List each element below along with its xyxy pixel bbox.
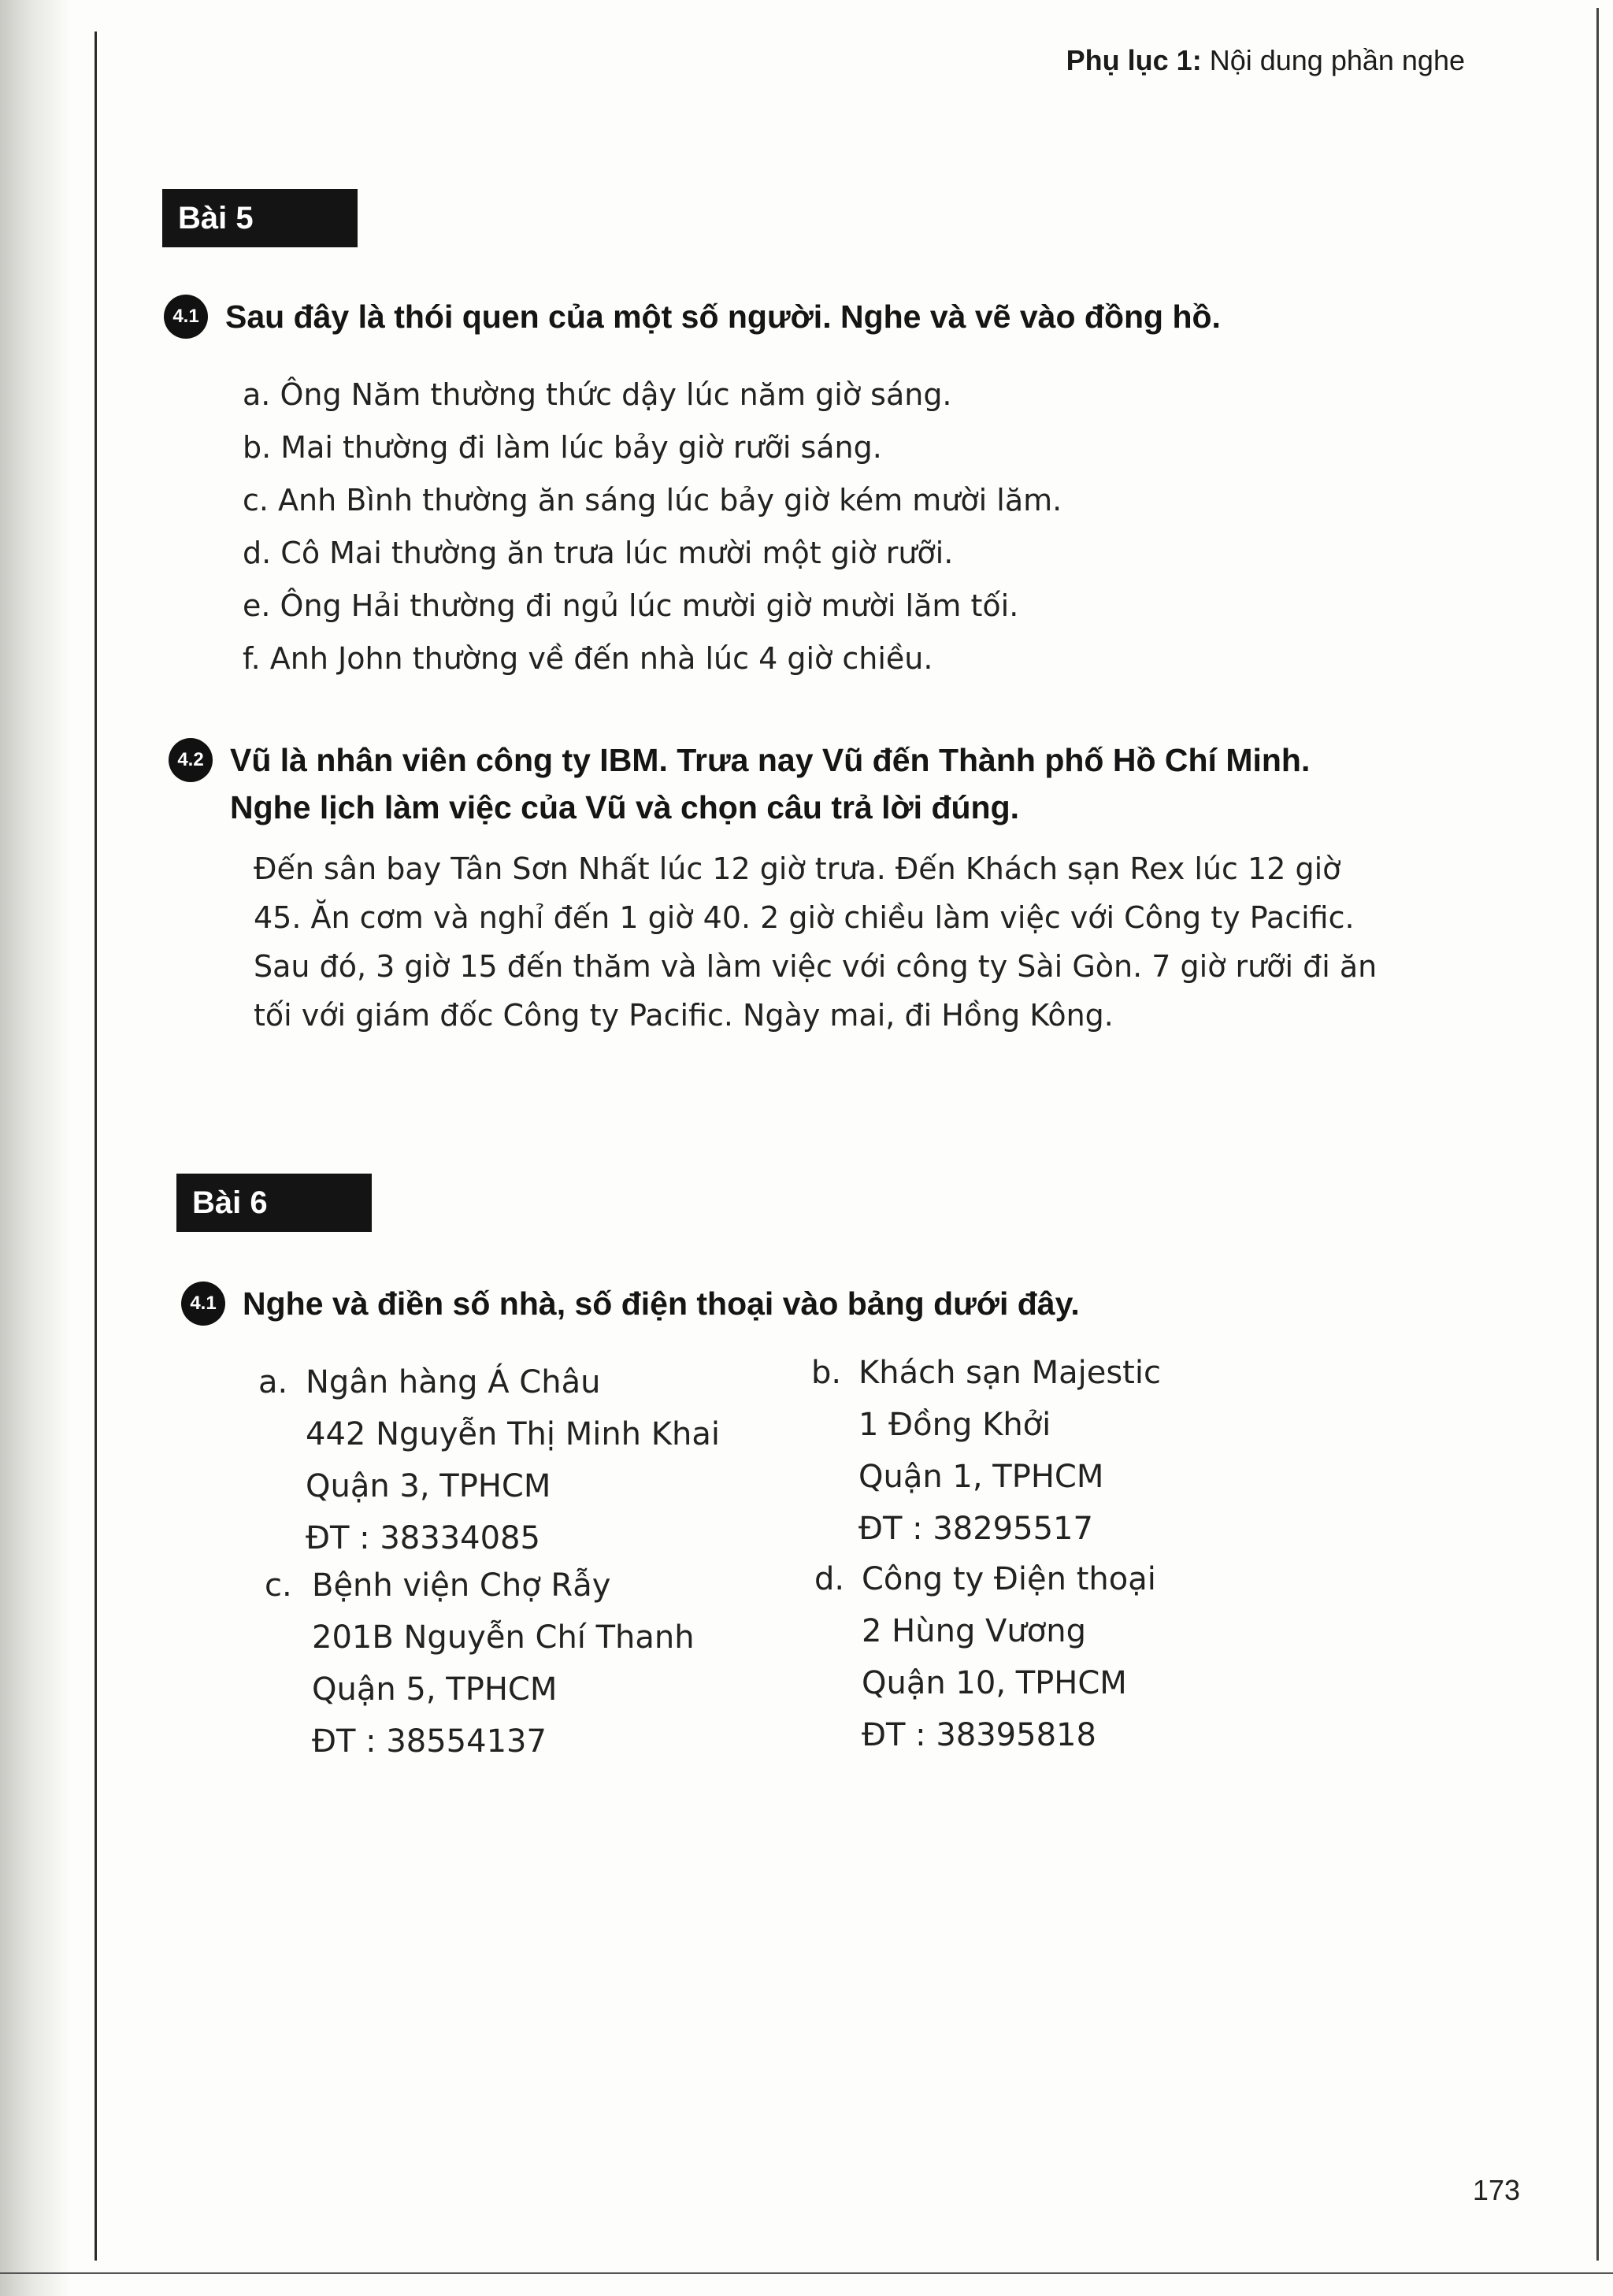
entry-phone: ĐT : 38554137: [312, 1723, 547, 1760]
exercise-badge-4-1: 4.1: [181, 1282, 225, 1326]
lesson-5-habit-list: [243, 369, 1062, 685]
paragraph-line: tối với giám đốc Công ty Pacific. Ngày mai, đi Hồng Kông.: [254, 998, 1114, 1033]
entry-letter: d.: [814, 1561, 845, 1597]
entry-phone: ĐT : 38334085: [306, 1520, 540, 1556]
exercise-4-2-title: [230, 736, 1310, 831]
entry-district: Quận 1, TPHCM: [858, 1459, 1104, 1495]
paragraph-line: Sau đó, 3 giờ 15 đến thăm và làm việc với công ty Sài Gòn. 7 giờ rưỡi đi ăn: [254, 949, 1378, 984]
entry-name: Khách sạn Majestic: [858, 1355, 1161, 1391]
entry-name: Bệnh viện Chợ Rẫy: [312, 1567, 611, 1604]
entry-street: 2 Hùng Vương: [862, 1613, 1086, 1649]
appendix-label: Phụ lục 1:: [1066, 44, 1202, 76]
address-entry-a: [258, 1356, 720, 1564]
paragraph-line: Đến sân bay Tân Sơn Nhất lúc 12 giờ trưa. Đến Khách sạn Rex lúc 12 giờ: [254, 851, 1341, 886]
entry-street: 201B Nguyễn Chí Thanh: [312, 1619, 695, 1656]
lesson-5-tag: Bài 5: [162, 189, 358, 247]
lesson-5-exercise-4-1-heading: [164, 293, 1221, 340]
left-margin-rule: [95, 32, 97, 2261]
scan-shadow-left: [0, 0, 71, 2296]
address-entry-b: [811, 1347, 1161, 1555]
work-schedule-paragraph: [254, 844, 1561, 1040]
lesson-6-exercise-4-1-heading: [181, 1280, 1080, 1327]
entry-district: Quận 10, TPHCM: [862, 1665, 1127, 1701]
entry-letter: a.: [258, 1364, 288, 1400]
exercise-4-2-title-line-1: Vũ là nhân viên công ty IBM. Trưa nay Vũ đến Thành phố Hồ Chí Minh.: [230, 742, 1311, 778]
entry-street: 1 Đồng Khởi: [858, 1407, 1051, 1443]
exercise-badge-4-1: 4.1: [164, 295, 208, 339]
list-item: c. Anh Bình thường ăn sáng lúc bảy giờ kém mười lăm.: [243, 483, 1062, 517]
entry-phone: ĐT : 38395818: [862, 1717, 1096, 1753]
entry-street: 442 Nguyễn Thị Minh Khai: [306, 1416, 720, 1452]
entry-letter: c.: [265, 1567, 292, 1604]
paragraph-line: 45. Ăn cơm và nghỉ đến 1 giờ 40. 2 giờ chiều làm việc với Công ty Pacific.: [254, 900, 1355, 935]
lesson-5-exercise-4-2-heading: [169, 736, 1310, 831]
appendix-title: Nội dung phần nghe: [1209, 44, 1465, 76]
address-entry-d: [814, 1553, 1156, 1761]
exercise-badge-4-2: 4.2: [169, 738, 213, 782]
address-entry-c: [265, 1560, 695, 1767]
exercise-4-2-title-line-2: Nghe lịch làm việc của Vũ và chọn câu trả lời đúng.: [230, 789, 1020, 825]
entry-name: Ngân hàng Á Châu: [306, 1364, 601, 1400]
page-number: 173: [1472, 2174, 1520, 2206]
running-header: [1066, 44, 1465, 77]
entry-district: Quận 5, TPHCM: [312, 1671, 558, 1708]
list-item: e. Ông Hải thường đi ngủ lúc mười giờ mười lăm tối.: [243, 588, 1019, 623]
list-item: f. Anh John thường về đến nhà lúc 4 giờ chiều.: [243, 641, 933, 676]
right-margin-rule: [1596, 8, 1599, 2261]
entry-name: Công ty Điện thoại: [862, 1561, 1156, 1597]
lesson-6-tag: Bài 6: [176, 1174, 372, 1232]
exercise-title: Nghe và điền số nhà, số điện thoại vào bảng dưới đây.: [243, 1285, 1080, 1322]
entry-district: Quận 3, TPHCM: [306, 1468, 551, 1504]
bottom-edge-rule: [0, 2272, 1613, 2274]
entry-letter: b.: [811, 1355, 842, 1391]
entry-phone: ĐT : 38295517: [858, 1511, 1093, 1547]
exercise-4-1-title: Sau đây là thói quen của một số người. Nghe và vẽ vào đồng hồ.: [225, 299, 1221, 335]
list-item: d. Cô Mai thường ăn trưa lúc mười một giờ rưỡi.: [243, 536, 954, 570]
list-item: a. Ông Năm thường thức dậy lúc năm giờ sáng.: [243, 377, 952, 412]
list-item: b. Mai thường đi làm lúc bảy giờ rưỡi sáng.: [243, 430, 882, 465]
